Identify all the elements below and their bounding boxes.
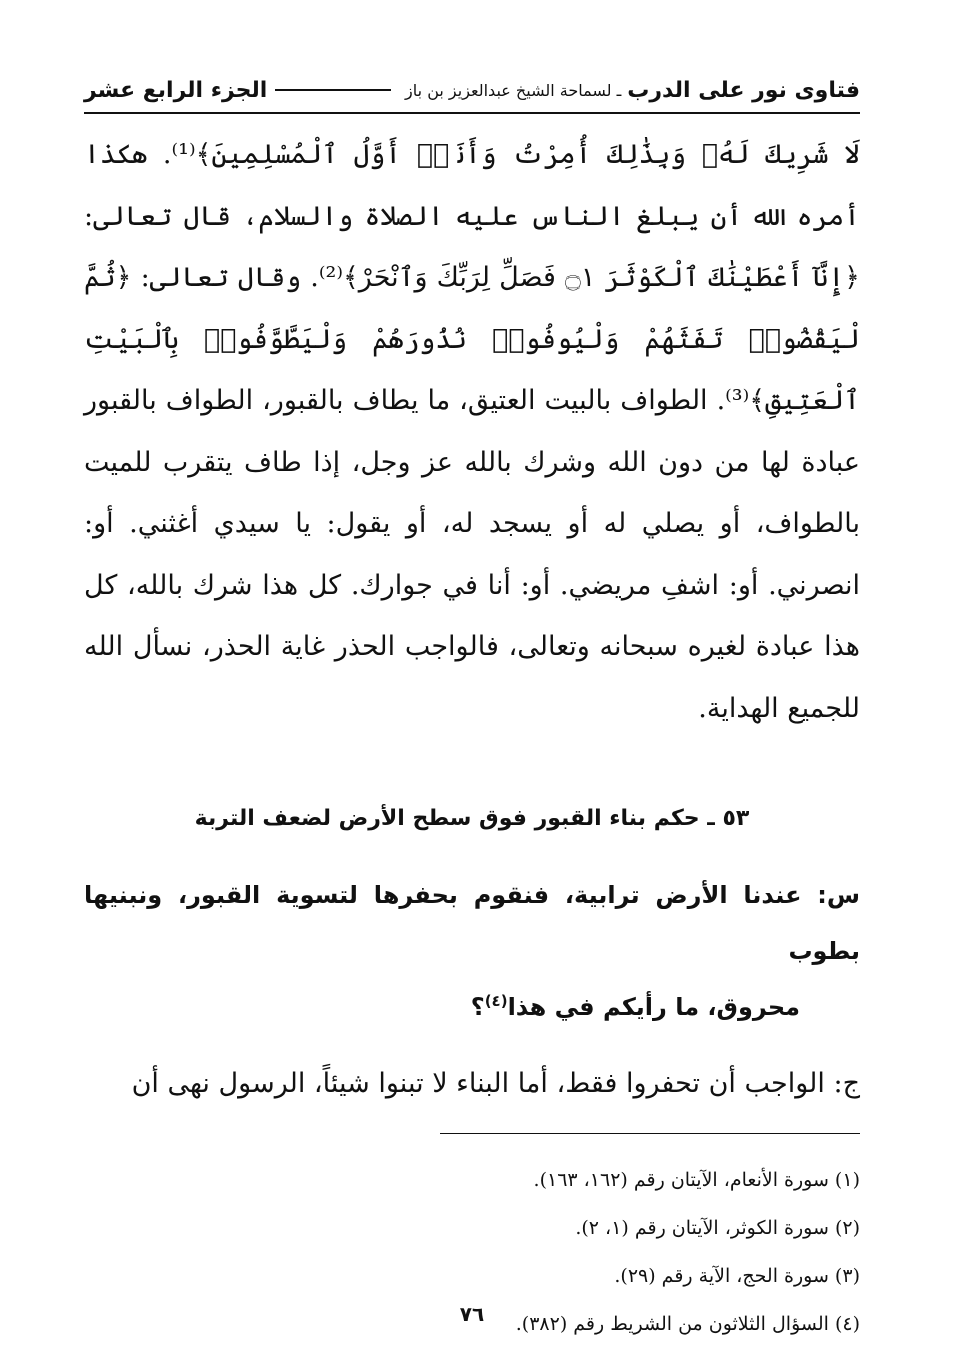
question-mark: ؟: [470, 993, 485, 1021]
page-number: ٧٦: [459, 1302, 485, 1326]
section-title: ٥٣ ـ حكم بناء القبور فوق سطح الأرض لضعف التربة: [194, 806, 750, 831]
header-divider: [84, 112, 860, 114]
question: [84, 867, 860, 1035]
answer: ج: الواجب أن تحفروا فقط، أما البناء لا تبنوا شيئاً، الرسول نهى أن: [131, 1068, 860, 1099]
header-rule: [275, 89, 391, 91]
question-line-2: [84, 979, 860, 1035]
body-paragraph: لَا شَرِيكَ لَهُۥ وَبِذَٰلِكَ أُمِرْتُ وَأَنَا۠ أَوَّلُ ٱلْمُسْلِمِينَ﴾⁽¹⁾. هكذا أمره الله أن يبلغ الناس عليه الصلاة والسلام، قال تعالى: ﴿إِنَّآ أَعْطَيْنَٰكَ ٱلْكَوْثَرَ ۝١ فَصَلِّ لِرَبِّكَ وَٱنْحَرْ﴾⁽²⁾. وقال تعالى: ﴿ثُمَّ لْيَقْضُوا۟ تَفَثَهُمْ وَلْيُوفُوا۟ نُذُورَهُمْ وَلْيَطَّوَّفُوا۟ بِٱلْبَيْتِ ٱلْعَتِيقِ﴾⁽³⁾. الطواف بالبيت العتيق، ما يطاف بالقبور، الطواف بالقبور عبادة لها من دون الله وشرك بالله عز وجل، إذا طاف يتقرب للميت بالطواف، أو يصلي له أو يسجد له، أو يقول: يا سيدي أغثني. أو: انصرني. أو: اشفِ مريضي. أو: أنا في جوارك. كل هذا شرك بالله، كل هذا عبادة لغيره سبحانه وتعالى، فالواجب الحذر غاية الحذر، نسأل الله للجميع الهداية.: [84, 139, 861, 724]
question-text: محروق، ما رأيكم في هذا: [507, 993, 800, 1021]
footnote-2: (٢) سورة الكوثر، الآيتان رقم (١، ٢).: [575, 1217, 860, 1239]
part-label: الجزء الرابع عشر: [84, 77, 268, 103]
footnote-1: (١) سورة الأنعام، الآيتان رقم (١٦٢، ١٦٣).: [533, 1169, 860, 1191]
author-subtitle: ـ لسماحة الشيخ عبدالعزيز بن باز: [405, 80, 622, 100]
book-title: فتاوى نور على الدرب: [627, 77, 860, 103]
footnote-4: (٤) السؤال الثلاثون من الشريط رقم (٣٨٢).: [515, 1313, 860, 1335]
running-header: [84, 70, 860, 110]
footnote-3: (٣) سورة الحج، الآية رقم (٢٩).: [614, 1265, 860, 1287]
question-line-1: س: عندنا الأرض ترابية، فنقوم بحفرها لتسوية القبور، ونبنيها بطوب: [84, 881, 860, 965]
footnote-divider: [440, 1133, 860, 1134]
page: [84, 70, 861, 1335]
footnote-ref: (٤): [484, 992, 508, 1010]
body-text: [84, 124, 860, 739]
